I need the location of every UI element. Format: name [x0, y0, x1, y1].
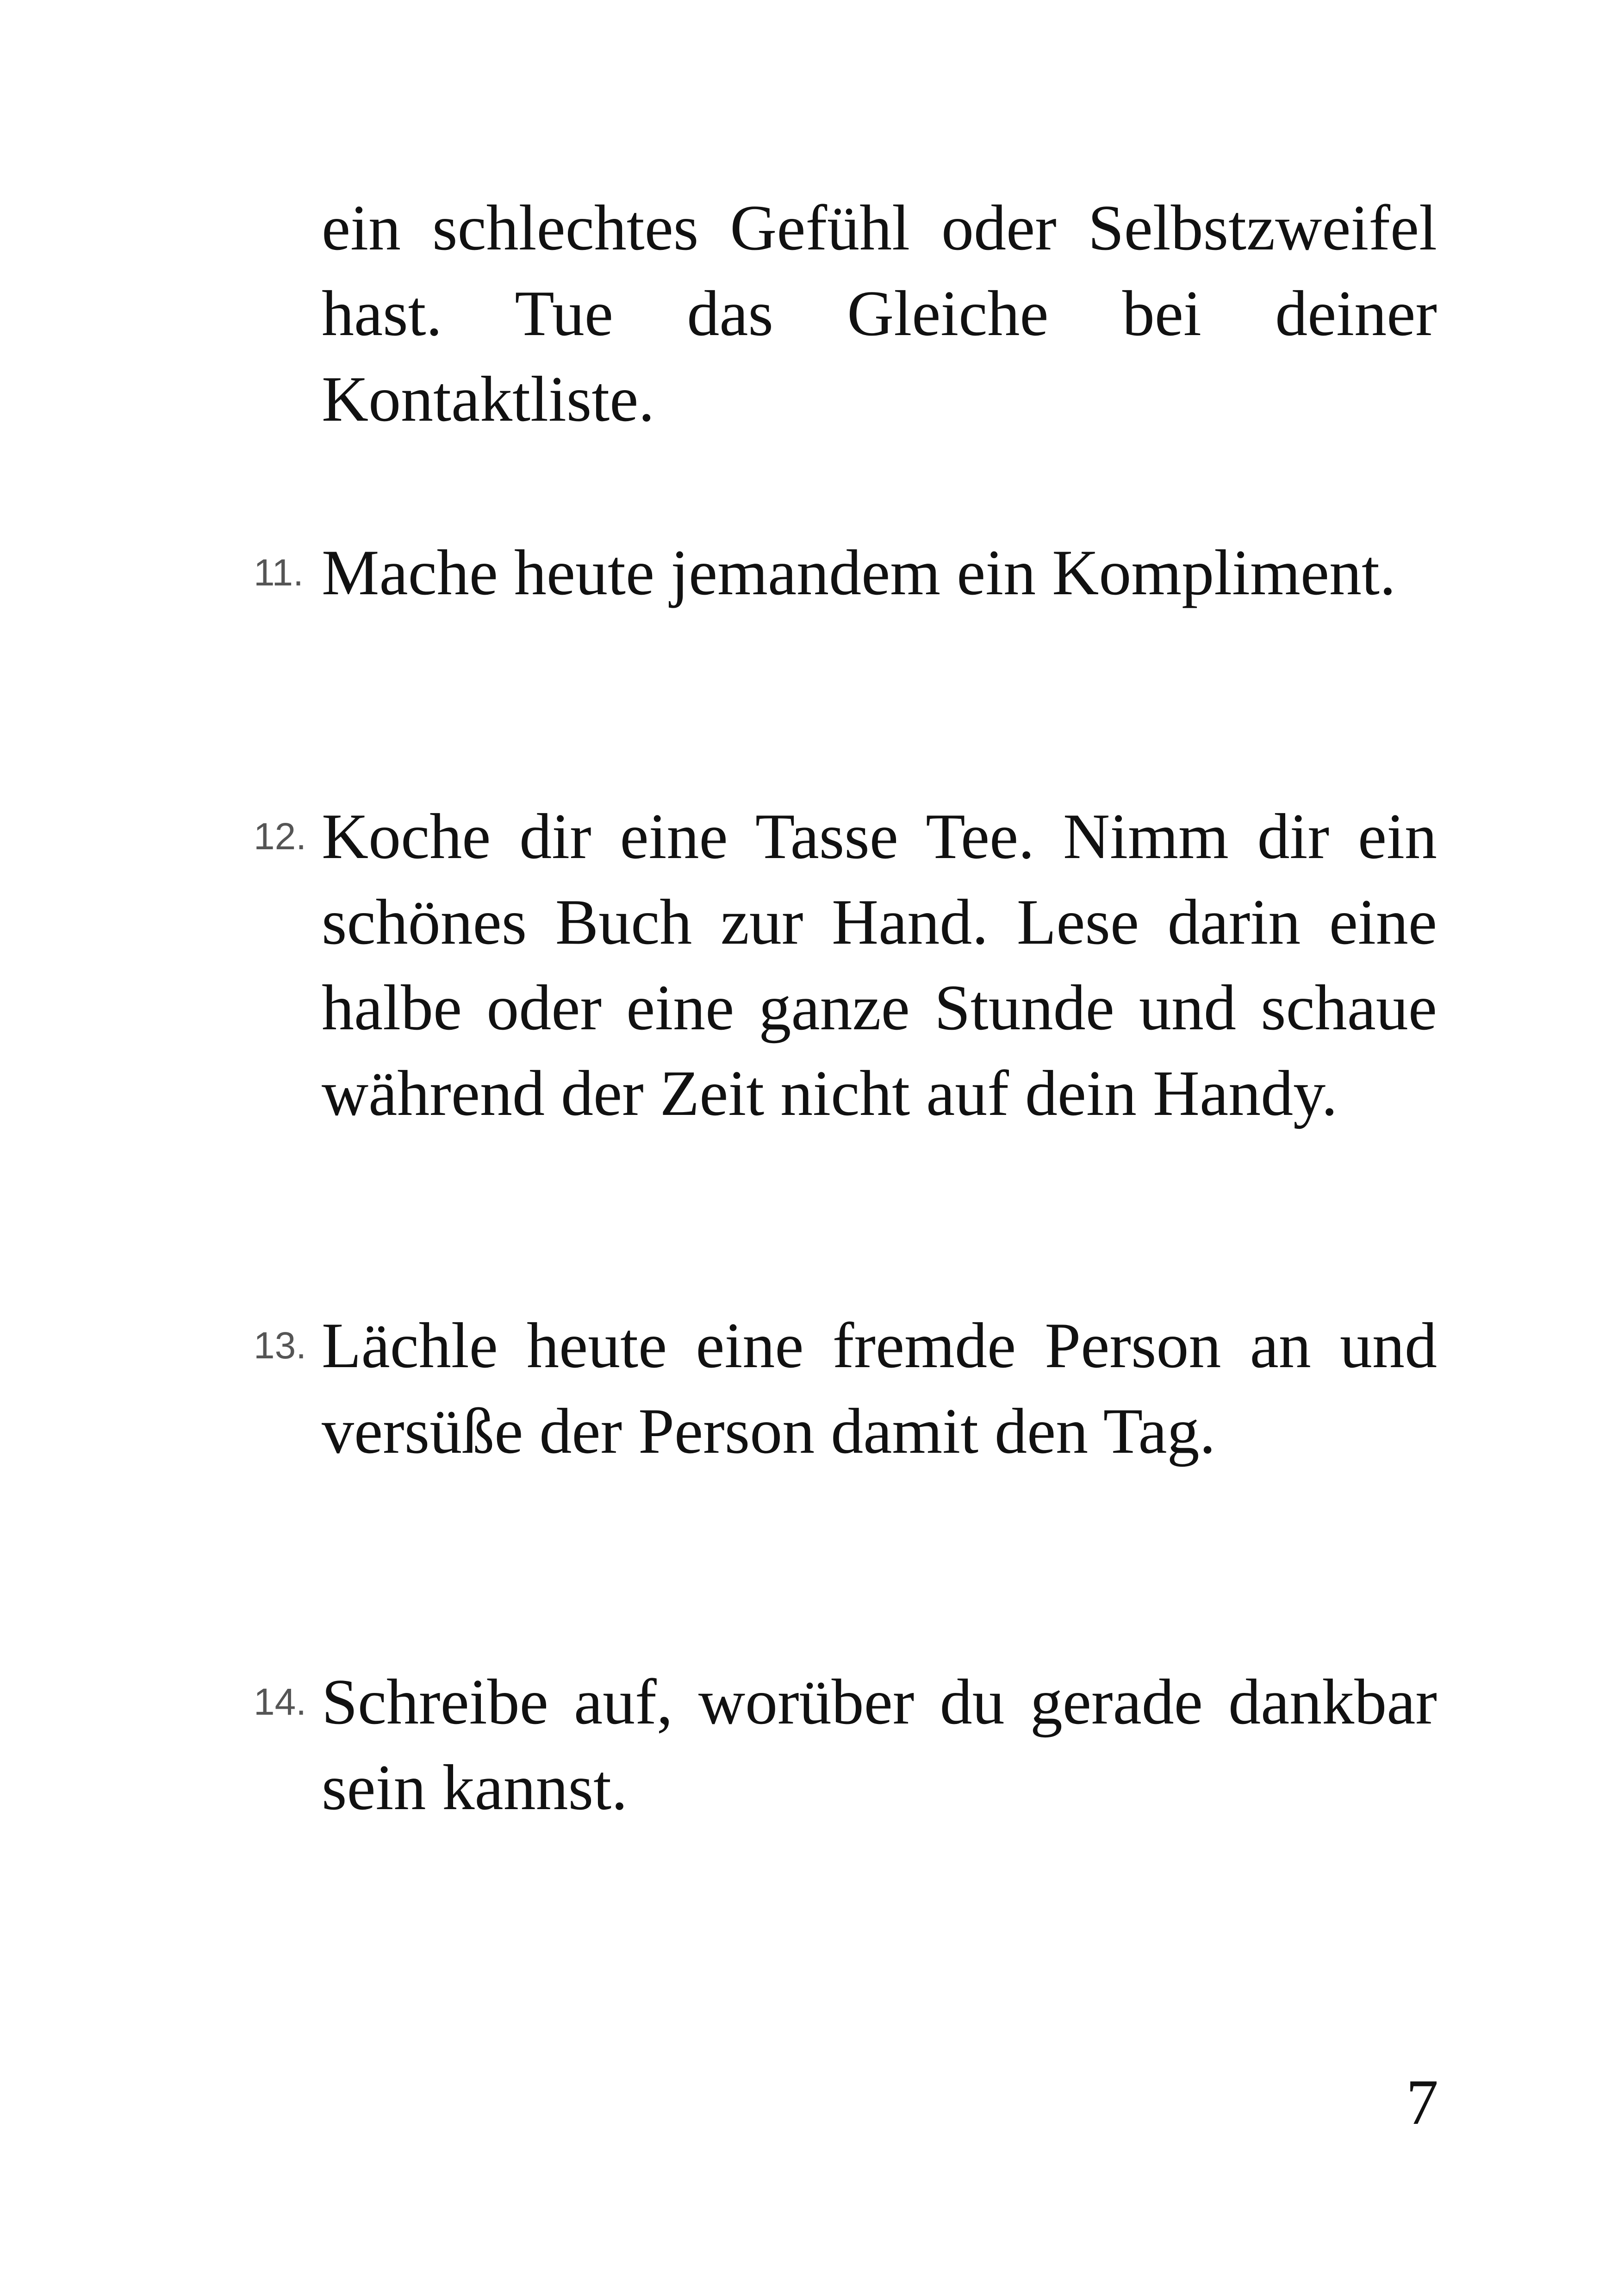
list-item-text: Koche dir eine Tasse Tee. Nimm dir ein schönes Buch zur Hand. Lese darin eine halbe oder eine ganze Stunde und schaue während der Zeit nicht auf dein Handy. [322, 801, 1437, 1129]
continuation-paragraph: ein schlechtes Gefühl oder Selbstzweifel hast. Tue das Gleiche bei deiner Kontaktliste. [322, 192, 1437, 435]
list-item-number: 13. [254, 1325, 306, 1367]
list-item-number: 12. [254, 815, 306, 858]
list-item-text: Schreibe auf, worüber du gerade dankbar sein kannst. [322, 1666, 1437, 1823]
list-item-number: 14. [254, 1681, 306, 1723]
list-item-text: Lächle heute eine fremde Person an und versüße der Person damit den Tag. [322, 1310, 1437, 1467]
page-number: 7 [1406, 2066, 1438, 2138]
list-item-text: Mache heute jemandem ein Kompliment. [322, 537, 1396, 609]
list-item-number: 11. [254, 552, 304, 594]
